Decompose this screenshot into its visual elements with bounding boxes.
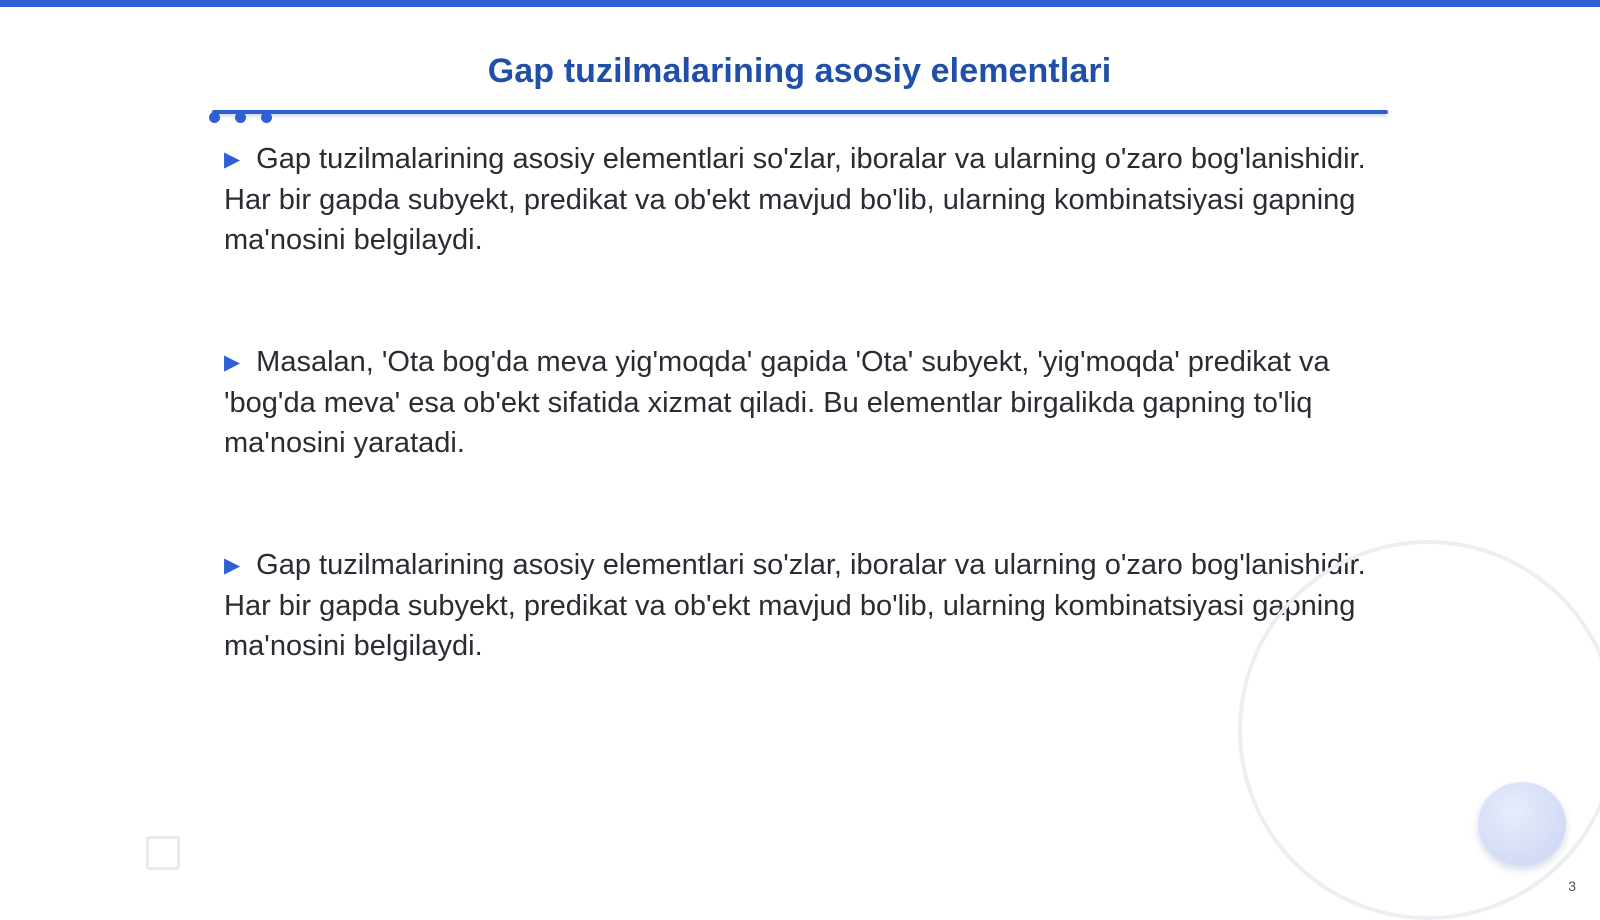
title-underline bbox=[212, 110, 1388, 114]
top-accent-bar bbox=[0, 0, 1600, 7]
bullet-text: Gap tuzilmalarining asosiy elementlari so'zlar, iboralar va ularning o'zaro bog'lanishidir. Har bir gapda subyekt, predikat va ob'ekt mavjud bo'lib, ularning kombinatsiyasi gapning ma'nosini belgilaydi. bbox=[224, 143, 1366, 256]
underline-dot bbox=[261, 112, 272, 123]
bullet-paragraph bbox=[224, 545, 1374, 666]
underline-dot bbox=[235, 112, 246, 123]
bullet-paragraph bbox=[224, 342, 1374, 463]
decorative-ring bbox=[1238, 540, 1600, 920]
slide-title: Gap tuzilmalarining asosiy elementlari bbox=[487, 52, 1112, 90]
triangle-bullet-icon: ▶ bbox=[224, 351, 241, 374]
bullet-text: Masalan, 'Ota bog'da meva yig'moqda' gapida 'Ota' subyekt, 'yig'moqda' predikat va 'bog'da meva' esa ob'ekt sifatida xizmat qiladi. Bu elementlar birgalikda gapning to'liq ma'nosini yaratadi. bbox=[224, 346, 1330, 459]
triangle-bullet-icon: ▶ bbox=[224, 554, 241, 577]
slide-body bbox=[224, 139, 1374, 748]
bullet-paragraph bbox=[224, 139, 1374, 260]
underline-dot bbox=[209, 112, 220, 123]
triangle-bullet-icon: ▶ bbox=[224, 148, 241, 171]
decorative-circle bbox=[1478, 782, 1566, 866]
page-number: 3 bbox=[1568, 878, 1576, 894]
decorative-square-outline bbox=[146, 836, 180, 870]
bullet-text: Gap tuzilmalarining asosiy elementlari so'zlar, iboralar va ularning o'zaro bog'lanishidir. Har bir gapda subyekt, predikat va ob'ekt mavjud bo'lib, ularning kombinatsiyasi gapning ma'nosini belgilaydi. bbox=[224, 549, 1366, 662]
